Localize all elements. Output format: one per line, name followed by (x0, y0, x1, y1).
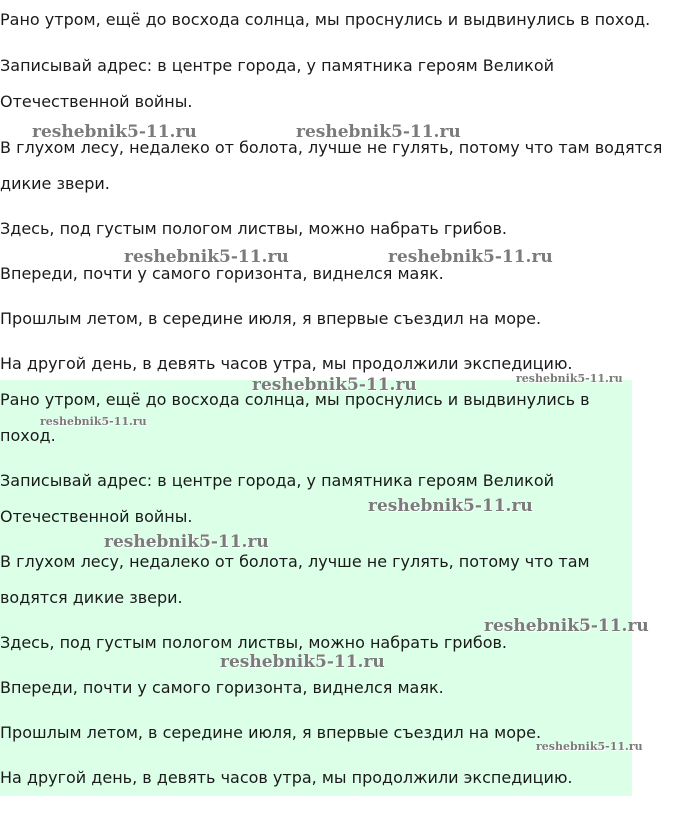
sentence-7: На другой день, в девять часов утра, мы продолжили экспедицию. (0, 354, 573, 373)
highlighted-sentence-2-line-2: Отечественной войны. (0, 507, 193, 526)
highlighted-sentence-7: На другой день, в девять часов утра, мы продолжили экспедицию. (0, 768, 573, 787)
highlighted-sentence-1-line-2: поход. (0, 426, 56, 445)
highlighted-sentence-3-line-1: В глухом лесу, недалеко от болота, лучше не гулять, потому что там (0, 552, 590, 571)
watermark: reshebnik5-11.ru (220, 652, 385, 672)
watermark: reshebnik5-11.ru (104, 532, 269, 552)
highlighted-sentence-5: Впереди, почти у самого горизонта, виднелся маяк. (0, 678, 444, 697)
watermark: reshebnik5-11.ru (484, 616, 649, 636)
sentence-1: Рано утром, ещё до восхода солнца, мы проснулись и выдвинулись в поход. (0, 10, 651, 29)
highlighted-sentence-1-line-1: Рано утром, ещё до восхода солнца, мы проснулись и выдвинулись в (0, 390, 590, 409)
highlighted-sentence-4: Здесь, под густым пологом листвы, можно набрать грибов. (0, 633, 508, 652)
watermark: reshebnik5-11.ru (516, 372, 623, 385)
highlighted-sentence-6: Прошлым летом, в середине июля, я впервые съездил на море. (0, 723, 542, 742)
sentence-2-line-1: Записывай адрес: в центре города, у памятника героям Великой (0, 56, 555, 75)
sentence-5: Впереди, почти у самого горизонта, виднелся маяк. (0, 264, 444, 283)
sentence-3-line-2: дикие звери. (0, 174, 110, 193)
watermark: reshebnik5-11.ru (32, 122, 197, 142)
sentence-2-line-2: Отечественной войны. (0, 92, 193, 111)
watermark: reshebnik5-11.ru (124, 247, 289, 267)
sentence-4: Здесь, под густым пологом листвы, можно набрать грибов. (0, 219, 508, 238)
highlighted-sentence-2-line-1: Записывай адрес: в центре города, у памятника героям Великой (0, 471, 555, 490)
watermark: reshebnik5-11.ru (536, 740, 643, 753)
watermark: reshebnik5-11.ru (368, 496, 533, 516)
sentence-6: Прошлым летом, в середине июля, я впервые съездил на море. (0, 309, 542, 328)
watermark: reshebnik5-11.ru (252, 375, 417, 395)
sentence-3-line-1: В глухом лесу, недалеко от болота, лучше не гулять, потому что там водятся (0, 138, 663, 157)
highlighted-sentence-3-line-2: водятся дикие звери. (0, 588, 183, 607)
watermark: reshebnik5-11.ru (40, 415, 147, 428)
watermark: reshebnik5-11.ru (388, 247, 553, 267)
watermark: reshebnik5-11.ru (296, 122, 461, 142)
